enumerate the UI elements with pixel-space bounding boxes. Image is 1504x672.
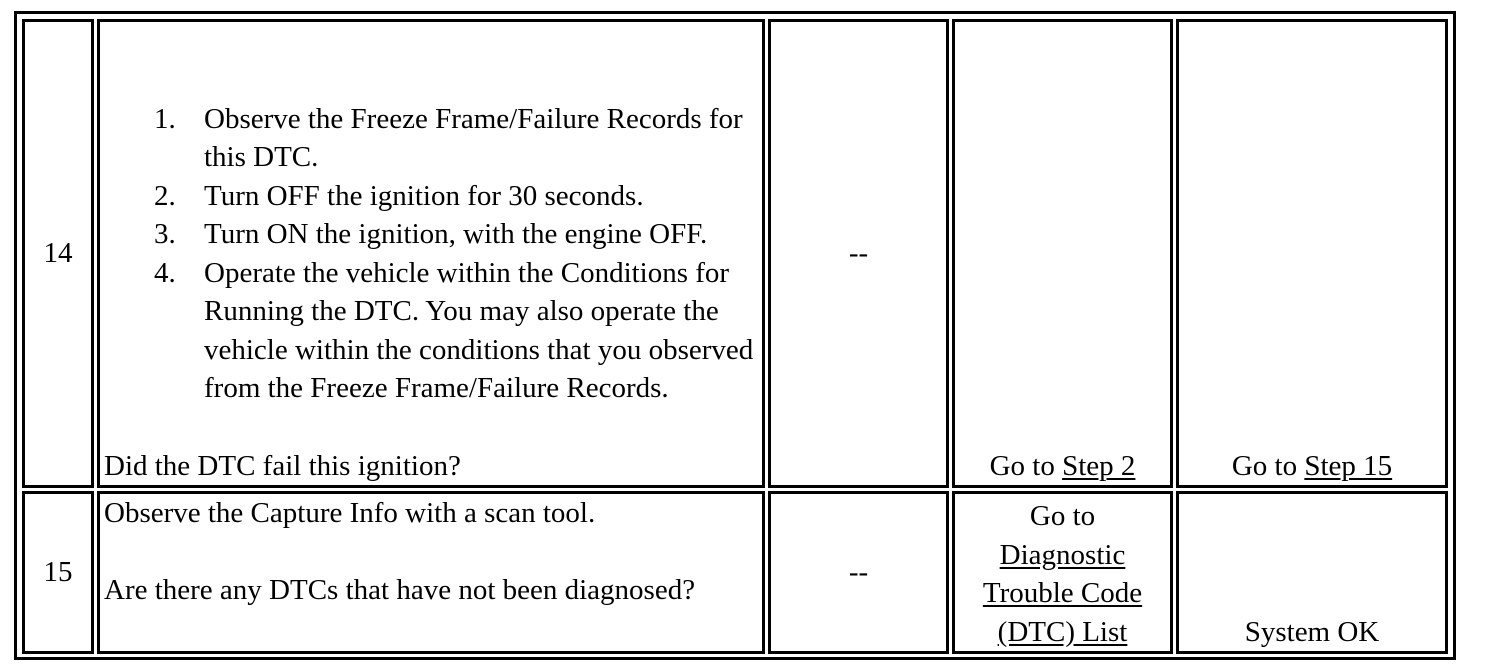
procedure-item: Observe the Freeze Frame/Failure Records for this DTC. xyxy=(204,102,743,173)
step-instruction: Observe the Capture Info with a scan tool. xyxy=(104,497,596,529)
procedure-list xyxy=(104,100,758,408)
table-row-step-15 xyxy=(22,491,1448,654)
go-to-step-15-link[interactable]: Step 15 xyxy=(1304,449,1393,482)
step-number: 15 xyxy=(43,556,73,589)
step-number-cell xyxy=(22,491,94,654)
action-cell xyxy=(97,491,765,654)
no-prefix: Go to xyxy=(1231,449,1305,482)
go-to-step-2-link[interactable]: Step 2 xyxy=(1062,449,1136,482)
action-cell xyxy=(97,19,765,488)
diagnostic-steps-table xyxy=(19,16,1451,657)
value-cell xyxy=(768,491,949,654)
dtc-list-link[interactable]: Diagnostic Trouble Code (DTC) List xyxy=(982,538,1143,648)
value-cell xyxy=(768,19,949,488)
yes-cell xyxy=(952,491,1173,654)
procedure-table-frame xyxy=(14,11,1456,660)
step-number-cell xyxy=(22,19,94,488)
value-text: -- xyxy=(848,237,869,270)
yes-cell xyxy=(952,19,1173,488)
value-text: -- xyxy=(848,556,869,589)
step-question: Are there any DTCs that have not been diagnosed? xyxy=(104,574,696,606)
yes-prefix: Go to xyxy=(989,449,1063,482)
table-row-step-14 xyxy=(22,19,1448,488)
yes-prefix: Go to xyxy=(1029,500,1096,532)
procedure-item: Turn ON the ignition, with the engine OFF. xyxy=(204,218,708,250)
step-number: 14 xyxy=(43,237,73,270)
system-ok-text: System OK xyxy=(1244,615,1380,648)
paragraph-spacer xyxy=(104,533,758,572)
no-cell xyxy=(1176,491,1448,654)
procedure-item: Operate the vehicle within the Conditions for Running the DTC. You may also operate the vehicle within the conditions that you observed from the Freeze Frame/Failure Records. xyxy=(204,256,754,404)
step-question: Did the DTC fail this ignition? xyxy=(104,449,461,482)
no-cell xyxy=(1176,19,1448,488)
procedure-item: Turn OFF the ignition for 30 seconds. xyxy=(204,179,644,212)
